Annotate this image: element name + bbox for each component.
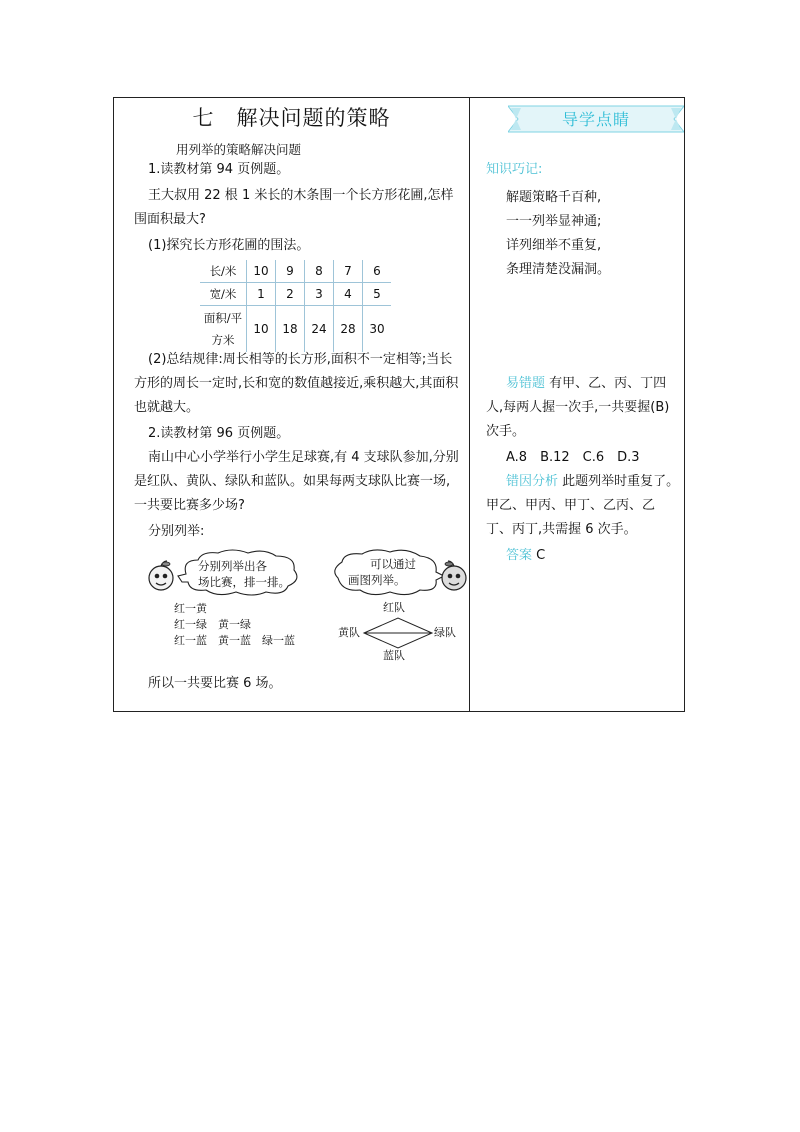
table-cell: 18 (276, 306, 305, 353)
section-subtitle: 用列举的策略解决问题 (176, 142, 302, 157)
table-cell: 30 (363, 306, 392, 353)
rectangle-table (200, 260, 391, 352)
easy-wrong-text: 有甲、乙、丙、丁四人,每两人握一次手,一共要握(B)次手。 (486, 376, 670, 439)
row-header-area: 面积/平 方米 (200, 306, 247, 353)
answer-value: C (536, 548, 546, 563)
tip-line-4: 条理清楚没漏洞。 (506, 262, 611, 277)
table-cell: 10 (247, 260, 276, 283)
table-cell: 3 (305, 283, 334, 306)
answer-label: 答案 (506, 548, 533, 563)
step-1: (1)探究长方形花圃的围法。 (148, 238, 310, 253)
banner-title: 导学点睛 (561, 110, 630, 129)
table-cell: 7 (334, 260, 363, 283)
cloud-left-line-1: 分别列举出各 (198, 559, 267, 573)
diagram-label-green: 绿队 (434, 626, 456, 639)
answer-options: A.8 B.12 C.6 D.3 (506, 450, 640, 465)
table-cell: 6 (363, 260, 392, 283)
table-cell: 4 (334, 283, 363, 306)
table-cell: 5 (363, 283, 392, 306)
easy-wrong-question (486, 372, 680, 444)
answer-line (506, 544, 700, 568)
question-1: 1.读教材第 94 页例题。 (148, 162, 290, 177)
pair-list-line-1: 红一黄 (174, 602, 207, 615)
diagram-label-red: 红队 (383, 601, 405, 614)
cloud-right-line-1: 可以通过 (370, 557, 416, 571)
easy-wrong-label: 易错题 (506, 376, 546, 391)
cloud-left-line-2: 场比赛，排一排。 (198, 575, 290, 589)
table-row (200, 306, 391, 353)
error-analysis (486, 470, 680, 542)
analysis-label: 错因分析 (506, 474, 559, 489)
row-header-width: 宽/米 (200, 283, 247, 306)
tip-line-2: 一一列举显神通; (506, 214, 602, 229)
apple-character-icon (146, 560, 176, 592)
content-frame (113, 97, 685, 712)
cloud-right-line-2: 画图列举。 (348, 573, 406, 587)
row-header-length: 长/米 (209, 264, 237, 278)
page-title: 七 解决问题的策略 (192, 106, 391, 130)
conclusion: 所以一共要比赛 6 场。 (148, 676, 282, 691)
step-2: (2)总结规律:周长相等的长方形,面积不一定相等;当长方形的周长一定时,长和宽的数值越接近,乘积越大,其面积也就越大。 (134, 352, 459, 415)
problem-1-text: 王大叔用 22 根 1 米长的木条围一个长方形花圃,怎样围面积最大? (134, 188, 454, 227)
problem-2-text: 南山中心小学举行小学生足球赛,有 4 支球队参加,分别是红队、黄队、绿队和蓝队。如果每两支球队比赛一场,一共要比赛多少场? (134, 450, 459, 513)
diagram-label-yellow: 黄队 (338, 626, 360, 639)
table-cell: 24 (305, 306, 334, 353)
guide-column (470, 98, 686, 711)
table-row (200, 260, 391, 283)
apple-character-icon (440, 560, 470, 592)
pair-list-line-3: 红一蓝 黄一蓝 绿一蓝 (174, 634, 295, 647)
table-cell: 28 (334, 306, 363, 353)
table-cell: 8 (305, 260, 334, 283)
table-cell: 10 (247, 306, 276, 353)
tip-line-1: 解题策略千百种, (506, 190, 602, 205)
tip-line-3: 详列细举不重复, (506, 238, 602, 253)
diagram-label-blue: 蓝队 (383, 649, 405, 662)
tips-label: 知识巧记: (486, 162, 543, 177)
list-label: 分别列举: (148, 524, 205, 539)
table-cell: 1 (247, 283, 276, 306)
table-cell: 9 (276, 260, 305, 283)
question-2: 2.读教材第 96 页例题。 (148, 426, 290, 441)
team-diagram (362, 616, 434, 650)
pair-list-line-2: 红一绿 黄一绿 (174, 618, 251, 631)
table-cell: 2 (276, 283, 305, 306)
table-row (200, 283, 391, 306)
analysis-text: 此题列举时重复了。甲乙、甲丙、甲丁、乙丙、乙丁、丙丁,共需握 6 次手。 (486, 474, 680, 537)
main-column (114, 98, 469, 711)
